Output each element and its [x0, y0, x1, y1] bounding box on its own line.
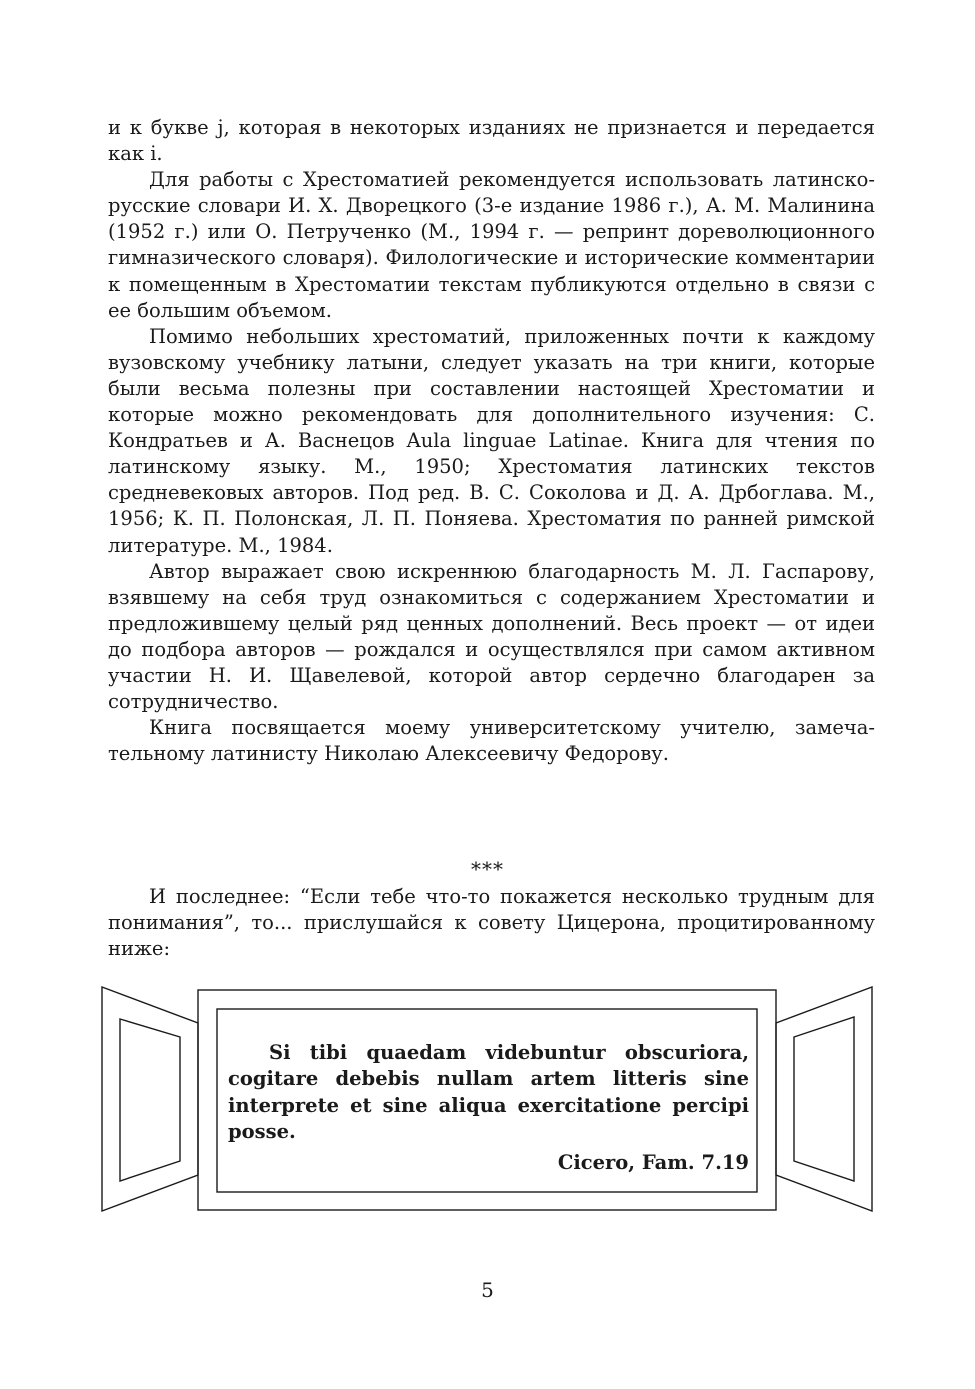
quote-citation: Cicero, Fam. 7.19: [557, 1150, 749, 1174]
paragraph-dictionaries: Для работы с Хрестоматией рекомендуется использовать латинско-русские словари И. Х. Дворецкого (3-е издание 1986 г.), А. М. Малинина (1952 г.) или О. Петрученко (М., 1994 г. — репринт дореволюционного гимназического словаря). Филологические и исторические комментарии к помещенным в Хрестоматии текстам публикуются отдельно в связи с ее большим объемом.: [108, 168, 875, 322]
cicero-quote: [228, 1040, 749, 1176]
paragraph-dedication: Книга посвящается моему университетскому учителю, замечательному латинисту Николаю Алексеевичу Федорову.: [108, 716, 875, 766]
quote-text: Si tibi quaedam videbuntur obscuriora, cogitare debebis nullam artem litteris sine interprete et sine aliqua exercitatione percipi posse.: [228, 1041, 749, 1144]
left-shutter-inner: [120, 1019, 180, 1181]
paragraph-acknowledgements: Автор выражает свою искреннюю благодарность М. Л. Гаспарову, взявшему на себя труд ознакомиться с содержанием Хрестоматии и предложившему целый ряд ценных дополнений. Весь проект — от идеи до подбора авторов — рождался и осуществлялся при самом активном участии Н. И. Щавелевой, которой автор сердечно благодарен за сотрудничество.: [108, 559, 875, 714]
right-shutter-outer: [776, 987, 872, 1211]
closing-text: [108, 884, 875, 962]
right-shutter-inner: [794, 1017, 854, 1181]
paragraph-closing: И последнее: “Если тебе что-то покажется несколько трудным для понимания”, то... прислушайся к совету Цицерона, процитированному ниже:: [108, 885, 875, 961]
left-shutter-outer: [102, 987, 198, 1211]
page-number: 5: [481, 1278, 494, 1302]
paragraph-continuation: и к букве j, которая в некоторых изданиях не признается и передается как i.: [108, 116, 875, 166]
paragraph-references: Помимо небольших хрестоматий, приложенных почти к каждому вузовскому учебнику латыни, следует указать на три книги, которые были весьма полезны при составлении настоящей Хрестоматии и которые можно рекомендовать для дополнительного изучения: С. Кондратьев и А. Васнецов Aula linguae Latinae. Книга для чтения по латинскому языку. М., 1950; Хрестоматия латинских текстов средневековых авторов. Под ред. В. С. Соколова и Д. А. Дрбоглава. М., 1956; К. П. Полонская, Л. П. Поняева. Хрестоматия по ранней римской литературе. М., 1984.: [108, 324, 875, 557]
main-text: [108, 115, 875, 767]
asterism-divider: ***: [471, 857, 504, 881]
